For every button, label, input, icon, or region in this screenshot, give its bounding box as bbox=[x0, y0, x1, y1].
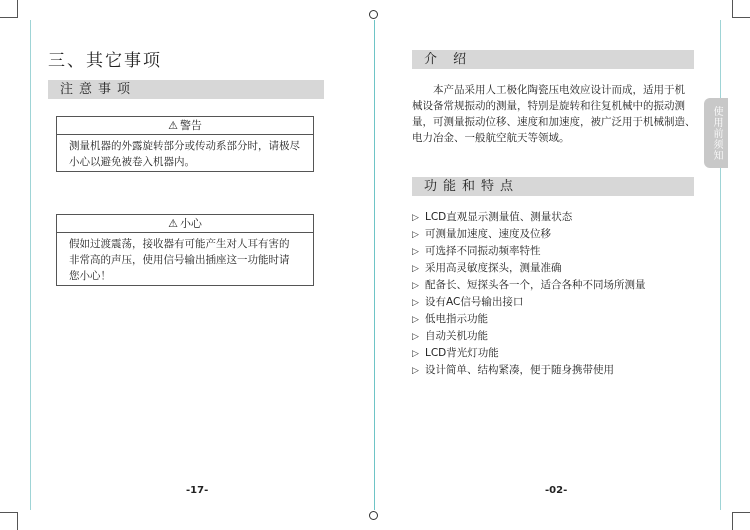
warning-body bbox=[57, 135, 313, 173]
right-margin-line bbox=[720, 20, 721, 510]
feature-text: LCD背光灯功能 bbox=[425, 347, 499, 359]
registration-mark bbox=[369, 10, 378, 19]
intro-line: 械设备常规振动的测量，特别是旋转和往复机械中的振动测 bbox=[412, 100, 685, 112]
crop-mark bbox=[732, 0, 733, 18]
crop-mark bbox=[732, 512, 733, 530]
list-item bbox=[412, 362, 702, 379]
section-bar-label: 注意事项 bbox=[60, 82, 137, 97]
crop-mark bbox=[17, 0, 18, 18]
feature-text: LCD直观显示测量值、测量状态 bbox=[425, 211, 573, 223]
intro-line: 电力冶金、一般航空航天等领域。 bbox=[412, 132, 570, 144]
chapter-title: 三、其它事项 bbox=[48, 51, 162, 71]
crop-mark bbox=[0, 17, 18, 18]
crop-mark bbox=[732, 512, 750, 513]
arrow-right-outline-icon: ▷ bbox=[412, 349, 419, 359]
list-item bbox=[412, 277, 702, 294]
list-item bbox=[412, 260, 702, 277]
arrow-right-outline-icon: ▷ bbox=[412, 281, 419, 291]
warning-line: 小心以避免被卷入机器内。 bbox=[69, 156, 195, 168]
feature-text: 采用高灵敏度探头，测量准确 bbox=[425, 262, 562, 274]
caution-line: 非常高的声压，使用信号输出插座这一功能时请 bbox=[69, 254, 290, 266]
arrow-right-outline-icon: ▷ bbox=[412, 315, 419, 325]
list-item bbox=[412, 243, 702, 260]
warning-triangle-icon: ⚠ bbox=[168, 217, 178, 230]
list-item bbox=[412, 345, 702, 362]
list-item bbox=[412, 209, 702, 226]
crop-mark bbox=[0, 512, 18, 513]
arrow-right-outline-icon: ▷ bbox=[412, 366, 419, 376]
side-tab-before-use bbox=[704, 98, 728, 168]
arrow-right-outline-icon: ▷ bbox=[412, 332, 419, 342]
warning-box bbox=[56, 116, 314, 172]
crop-mark bbox=[17, 512, 18, 530]
list-item bbox=[412, 226, 702, 243]
intro-line: 本产品采用人工极化陶瓷压电效应设计而成，适用于机 bbox=[433, 84, 685, 96]
section-bar-notes bbox=[48, 80, 324, 99]
warning-box-header bbox=[57, 117, 313, 135]
caution-box-header bbox=[57, 215, 313, 233]
list-item bbox=[412, 328, 702, 345]
arrow-right-outline-icon: ▷ bbox=[412, 230, 419, 240]
caution-line: 您小心！ bbox=[69, 270, 111, 282]
left-margin-line bbox=[30, 20, 31, 510]
feature-text: 配备长、短探头各一个，适合各种不同场所测量 bbox=[425, 279, 646, 291]
arrow-right-outline-icon: ▷ bbox=[412, 247, 419, 257]
feature-text: 可选择不同振动频率特性 bbox=[425, 245, 541, 257]
intro-line: 量，可测量振动位移、速度和加速度，被广泛用于机械制造、 bbox=[412, 116, 696, 128]
intro-paragraph bbox=[412, 82, 702, 146]
feature-text: 可测量加速度、速度及位移 bbox=[425, 228, 551, 240]
section-bar-intro bbox=[412, 50, 694, 69]
feature-text: 自动关机功能 bbox=[425, 330, 488, 342]
page-number-left: -17- bbox=[186, 485, 209, 496]
warning-title: 警告 bbox=[179, 119, 202, 132]
section-bar-features bbox=[412, 177, 694, 196]
crop-mark bbox=[732, 17, 750, 18]
registration-mark bbox=[369, 511, 378, 520]
page-number-right: -02- bbox=[545, 485, 568, 496]
features-list bbox=[412, 209, 702, 379]
list-item bbox=[412, 294, 702, 311]
arrow-right-outline-icon: ▷ bbox=[412, 264, 419, 274]
section-bar-label: 介 绍 bbox=[424, 52, 473, 67]
warning-triangle-icon: ⚠ bbox=[168, 119, 178, 132]
feature-text: 设有AC信号输出接口 bbox=[425, 296, 524, 308]
feature-text: 低电指示功能 bbox=[425, 313, 488, 325]
list-item bbox=[412, 311, 702, 328]
arrow-right-outline-icon: ▷ bbox=[412, 298, 419, 308]
warning-line: 测量机器的外露旋转部分或传动系部分时，请极尽 bbox=[69, 140, 300, 152]
arrow-right-outline-icon: ▷ bbox=[412, 213, 419, 223]
side-tab-label: 使用前须知 bbox=[711, 105, 722, 161]
feature-text: 设计简单、结构紧凑，便于随身携带使用 bbox=[425, 364, 614, 376]
page-fold-line bbox=[374, 20, 375, 510]
caution-line: 假如过渡震荡，接收器有可能产生对人耳有害的 bbox=[69, 238, 290, 250]
caution-body bbox=[57, 233, 313, 287]
caution-box bbox=[56, 214, 314, 286]
section-bar-label: 功能和特点 bbox=[424, 179, 520, 194]
caution-title: 小心 bbox=[179, 217, 202, 230]
